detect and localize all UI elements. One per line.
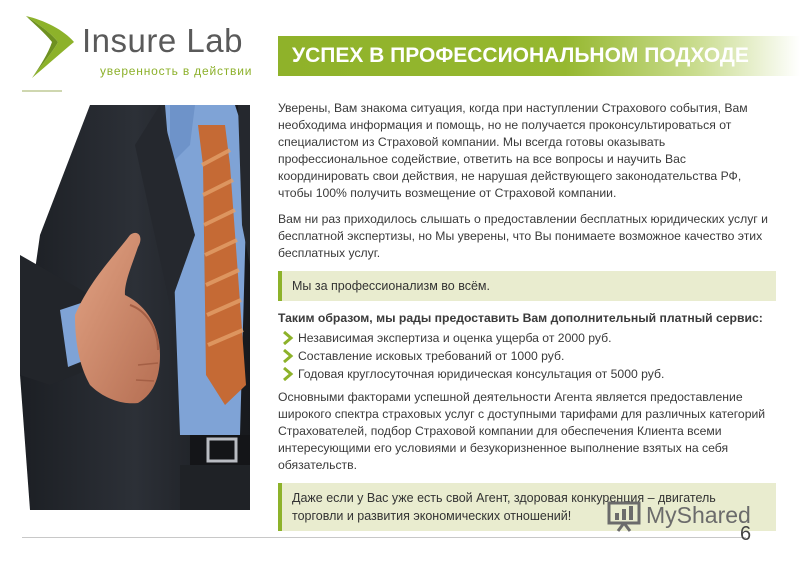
page-title: УСПЕХ В ПРОФЕССИОНАЛЬНОМ ПОДХОДЕ [292, 44, 749, 67]
service-label: Годовая круглосуточная юридическая консультация от 5000 руб. [298, 367, 665, 381]
list-item [278, 330, 776, 347]
service-label: Независимая экспертиза и оценка ущерба от 2000 руб. [298, 331, 612, 345]
handshake-illustration [20, 105, 250, 510]
chevron-right-icon [282, 349, 294, 363]
highlight-box [278, 271, 776, 301]
title-bar [278, 36, 800, 76]
success-factors-paragraph: Основными факторами успешной деятельности Агента является предоставление широкого спектра страховых услуг с доступными тарифами для различных категорий Страхователей, подбор Страховой компании для обеспечения Клиента всеми интересующими его условиями и безукоризненное выполнение взятых на себя обязательств. [278, 390, 766, 472]
highlight-text: Мы за профессионализм во всём. [292, 279, 490, 293]
main-content [278, 100, 776, 531]
intro-paragraph: Уверены, Вам знакома ситуация, когда при наступлении Страхового события, Вам необходима информация и помощь, но не получается проконсультироваться от специалистом из Страховой компании. Мы всегда готовы оказывать профессиональное содействие, ответить на все вопросы и научить Вас координировать свои действия, не нарушая действующего законодательства РФ, чтобы 100% получить возмещение от Страховой компании. [278, 101, 748, 200]
logo-swoosh-icon [22, 12, 78, 82]
businessman-photo [20, 105, 250, 510]
chevron-right-icon [282, 367, 294, 381]
list-item [278, 348, 776, 365]
list-item [278, 366, 776, 383]
brand-tagline: уверенность в действии [100, 64, 253, 78]
highlight-text: Даже если у Вас уже есть свой Агент, здоровая конкуренция – двигатель торговли и развития экономических отношений! [292, 491, 716, 523]
service-label: Составление исковых требований от 1000 руб. [298, 349, 565, 363]
page-number: 6 [740, 523, 752, 545]
watermark-text: MyShared [646, 502, 751, 528]
presentation-board-icon [606, 500, 642, 532]
brand-logo [22, 12, 262, 82]
brand-name: Insure Lab [82, 22, 243, 59]
logo-divider [22, 90, 62, 92]
services-lead: Таким образом, мы рады предоставить Вам дополнительный платный сервис: [278, 311, 763, 325]
free-services-paragraph: Вам ни раз приходилось слышать о предоставлении бесплатных юридических услуг и бесплатной экспертизы, но Мы уверены, что Вы понимаете возможное качество этих бесплатных услуг. [278, 212, 768, 260]
services-list [278, 330, 776, 383]
footer-divider [22, 537, 746, 538]
chevron-right-icon [282, 331, 294, 345]
